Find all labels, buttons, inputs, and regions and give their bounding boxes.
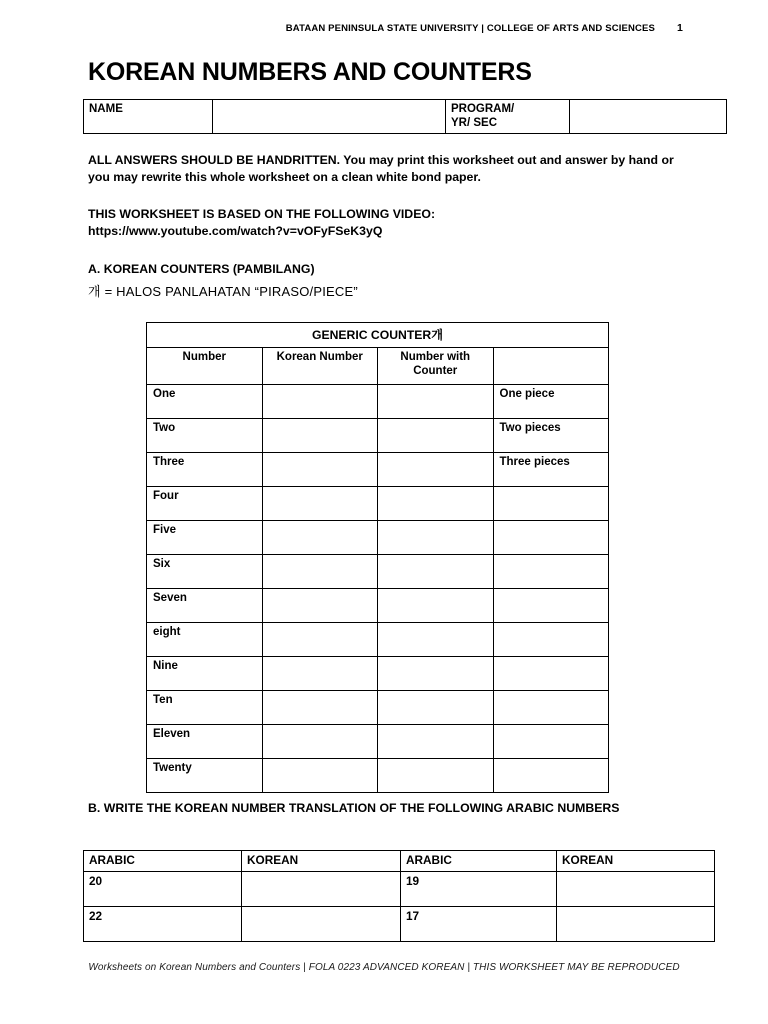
korean-number-cell[interactable] [262, 623, 378, 657]
number-with-counter-cell[interactable] [378, 419, 494, 453]
table-row [147, 691, 609, 725]
column-header-korean-1: KOREAN [242, 851, 401, 872]
table-row [147, 487, 609, 521]
table-row [84, 100, 727, 134]
section-b-heading [88, 800, 668, 817]
number-cell: Five [147, 521, 263, 555]
number-cell: Three [147, 453, 263, 487]
table-row [147, 725, 609, 759]
table-header-row [147, 348, 609, 385]
banner-text: GENERIC COUNTER [312, 327, 432, 342]
counter-definition-text: = HALOS PANLAHATAN “PIRASO/PIECE” [100, 284, 358, 300]
number-with-counter-cell[interactable] [378, 385, 494, 419]
table-row [147, 657, 609, 691]
number-cell: Seven [147, 589, 263, 623]
table-row [147, 623, 609, 657]
program-field[interactable] [570, 100, 727, 134]
number-cell: Eleven [147, 725, 263, 759]
korean-number-cell[interactable] [262, 657, 378, 691]
column-header-number: Number [147, 348, 263, 385]
english-counter-cell [493, 589, 609, 623]
arabic-value-cell: 22 [84, 907, 242, 942]
english-counter-cell [493, 487, 609, 521]
table-header-row [84, 851, 715, 872]
number-cell: Two [147, 419, 263, 453]
korean-number-cell[interactable] [262, 453, 378, 487]
counter-table-body [147, 385, 609, 793]
table-row [84, 907, 715, 942]
number-with-counter-cell[interactable] [378, 623, 494, 657]
korean-answer-cell[interactable] [242, 907, 401, 942]
number-with-counter-cell[interactable] [378, 759, 494, 793]
number-with-counter-cell[interactable] [378, 691, 494, 725]
number-cell: Four [147, 487, 263, 521]
number-with-counter-cell[interactable] [378, 555, 494, 589]
korean-number-cell[interactable] [262, 385, 378, 419]
number-cell: One [147, 385, 263, 419]
column-header-arabic-1: ARABIC [84, 851, 242, 872]
korean-number-cell[interactable] [262, 487, 378, 521]
english-counter-cell [493, 657, 609, 691]
english-counter-cell [493, 759, 609, 793]
korean-answer-cell[interactable] [557, 872, 715, 907]
english-counter-cell: Two pieces [493, 419, 609, 453]
english-counter-cell [493, 725, 609, 759]
page-title: KOREAN NUMBERS AND COUNTERS [88, 58, 532, 86]
table-row [147, 521, 609, 555]
table-row [147, 589, 609, 623]
hangul-gae-glyph: 개 [431, 327, 443, 342]
video-url[interactable]: https://www.youtube.com/watch?v=vOFyFSeK3yQ [88, 224, 383, 239]
instructions-line-1: ALL ANSWERS SHOULD BE HANDRITTEN. You may print this worksheet out and answer [88, 153, 608, 167]
korean-answer-cell[interactable] [242, 872, 401, 907]
table-banner-row [147, 323, 609, 348]
section-a-block [88, 261, 680, 303]
column-header-korean-2: KOREAN [557, 851, 715, 872]
institution-name: BATAAN PENINSULA STATE UNIVERSITY | COLLEGE OF ARTS AND SCIENCES [285, 23, 655, 34]
korean-number-cell[interactable] [262, 419, 378, 453]
arabic-korean-table [83, 850, 715, 942]
student-info-table [83, 99, 727, 134]
table-row [147, 759, 609, 793]
number-with-counter-cell[interactable] [378, 657, 494, 691]
number-cell: Twenty [147, 759, 263, 793]
table-row [147, 419, 609, 453]
number-cell: Ten [147, 691, 263, 725]
arabic-value-cell: 19 [401, 872, 557, 907]
counter-table-banner [147, 323, 609, 348]
generic-counter-table [146, 322, 609, 793]
section-b-heading-line-2: NUMBERS [557, 801, 620, 815]
korean-number-cell[interactable] [262, 691, 378, 725]
korean-number-cell[interactable] [262, 759, 378, 793]
number-with-counter-cell[interactable] [378, 725, 494, 759]
instructions-paragraph [88, 152, 680, 187]
number-cell: Nine [147, 657, 263, 691]
name-label: NAME [84, 100, 213, 134]
column-header-arabic-2: ARABIC [401, 851, 557, 872]
arabic-table-body [84, 872, 715, 942]
korean-number-cell[interactable] [262, 725, 378, 759]
video-reference-block [88, 206, 680, 241]
name-field[interactable] [213, 100, 446, 134]
arabic-value-cell: 20 [84, 872, 242, 907]
hangul-gae-glyph: 개 [88, 285, 101, 301]
page-number: 1 [677, 22, 683, 34]
video-label: THIS WORKSHEET IS BASED ON THE FOLLOWING VIDEO: [88, 207, 436, 221]
korean-number-cell[interactable] [262, 555, 378, 589]
english-counter-cell [493, 623, 609, 657]
english-counter-cell [493, 521, 609, 555]
number-cell: Six [147, 555, 263, 589]
running-header [83, 22, 683, 34]
section-a-counter-definition [88, 283, 680, 302]
column-header-blank [493, 348, 609, 385]
english-counter-cell: One piece [493, 385, 609, 419]
number-cell: eight [147, 623, 263, 657]
section-b-heading-line-1: B. WRITE THE KOREAN NUMBER TRANSLATION OF THE FOLLOWING ARABIC [88, 801, 554, 815]
program-label: PROGRAM/ YR/ SEC [446, 100, 570, 134]
column-header-number-with-counter: Number with Counter [378, 348, 494, 385]
korean-answer-cell[interactable] [557, 907, 715, 942]
column-header-korean-number: Korean Number [262, 348, 378, 385]
table-row [147, 555, 609, 589]
number-with-counter-cell[interactable] [378, 453, 494, 487]
arabic-value-cell: 17 [401, 907, 557, 942]
page-footer: Worksheets on Korean Numbers and Counters | FOLA 0223 ADVANCED KOREAN | THIS WORKSHEET MAY BE REPRODUCED [88, 962, 680, 973]
english-counter-cell [493, 691, 609, 725]
number-with-counter-cell[interactable] [378, 487, 494, 521]
korean-number-cell[interactable] [262, 589, 378, 623]
english-counter-cell: Three pieces [493, 453, 609, 487]
table-row [147, 385, 609, 419]
english-counter-cell [493, 555, 609, 589]
section-a-heading: A. KOREAN COUNTERS (PAMBILANG) [88, 262, 315, 276]
table-row [84, 872, 715, 907]
table-row [147, 453, 609, 487]
number-with-counter-cell[interactable] [378, 589, 494, 623]
korean-number-cell[interactable] [262, 521, 378, 555]
number-with-counter-cell[interactable] [378, 521, 494, 555]
instructions-line-2: by hand or you may rewrite this whole worksheet on a clean white bond paper. [88, 153, 674, 185]
